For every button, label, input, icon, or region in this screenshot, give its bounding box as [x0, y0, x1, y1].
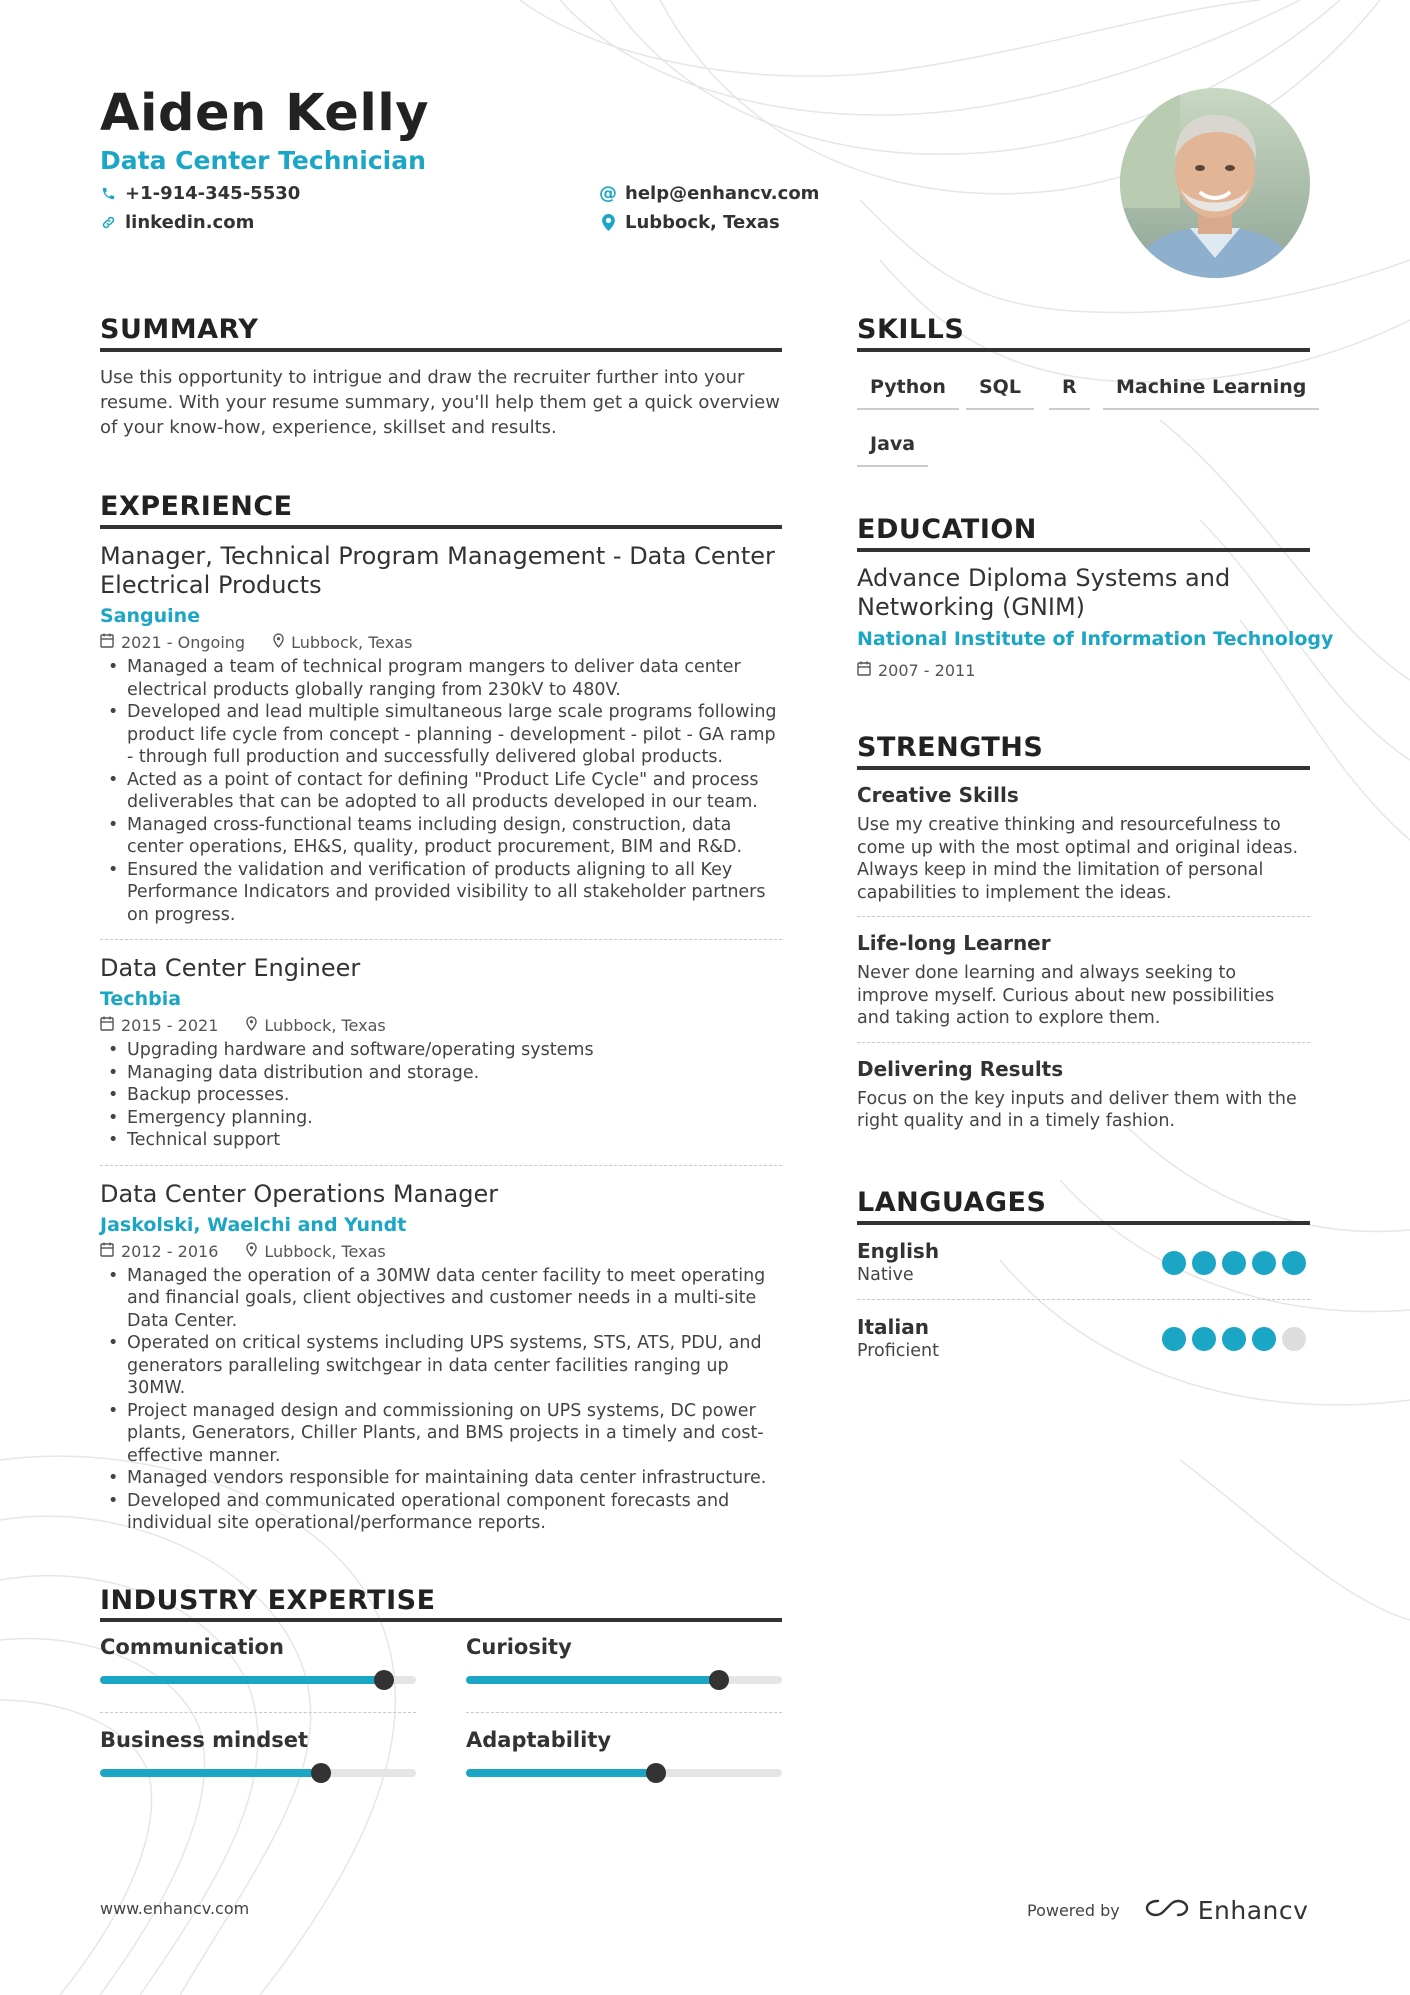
- calendar-icon: [100, 633, 114, 652]
- languages-heading: LANGUAGES: [857, 1187, 1047, 1218]
- company-name: Sanguine: [100, 605, 201, 627]
- expertise-bar-fill: [466, 1676, 719, 1684]
- job-title: Data Center Operations Manager: [100, 1179, 499, 1208]
- link-icon: [100, 214, 116, 232]
- company-name: Techbia: [100, 988, 182, 1010]
- linkedin-contact[interactable]: [100, 212, 254, 233]
- strengths-rule: [857, 766, 1310, 770]
- phone-text: +1-914-345-5530: [125, 183, 301, 204]
- summary-text: Use this opportunity to intrigue and draw the recruiter further into your resume. With your resume summary, you'll help them get a quick overview of your know-how, experience, skillset and results.: [100, 367, 780, 438]
- footer-branding: [1027, 1896, 1308, 1925]
- rating-dot: [1162, 1251, 1186, 1275]
- location-contact: [600, 212, 780, 233]
- divider: [100, 1165, 782, 1166]
- divider: [100, 1712, 416, 1713]
- industry-expertise-heading: INDUSTRY EXPERTISE: [100, 1585, 436, 1616]
- language-name: Italian: [857, 1315, 929, 1339]
- rating-dot: [1282, 1327, 1306, 1351]
- expertise-name: Communication: [100, 1635, 284, 1659]
- language-item: [857, 1315, 939, 1361]
- job-location: Lubbock, Texas: [291, 633, 413, 652]
- divider: [857, 1042, 1310, 1043]
- strength-item: [857, 783, 1310, 904]
- divider: [466, 1712, 782, 1713]
- enhancv-logo-icon: [1144, 1896, 1190, 1925]
- strength-item: [857, 1057, 1310, 1133]
- list-item: • Managed cross-functional teams including design, construction, data center operations, EH&S, quality, product procurement, BIM and R&D.: [100, 814, 782, 859]
- job-location: Lubbock, Texas: [264, 1241, 386, 1261]
- expertise-bar-knob: [374, 1670, 394, 1690]
- rating-dot: [1282, 1251, 1306, 1275]
- list-item: • Managing data distribution and storage.: [100, 1062, 782, 1085]
- strength-title: Creative Skills: [857, 783, 1019, 807]
- language-name: English: [857, 1239, 940, 1263]
- skills-heading: SKILLS: [857, 314, 965, 345]
- brand-logo[interactable]: [1144, 1896, 1309, 1925]
- job-location: Lubbock, Texas: [264, 1016, 386, 1035]
- strength-title: Life-long Learner: [857, 931, 1051, 955]
- strength-title: Delivering Results: [857, 1056, 1064, 1081]
- skills-rule: [857, 348, 1310, 352]
- expertise-bar: [466, 1769, 782, 1777]
- job-meta: [100, 1242, 782, 1261]
- job-meta: [100, 1016, 782, 1035]
- company-name: Jaskolski, Waelchi and Yundt: [100, 1213, 407, 1236]
- experience-list: [100, 542, 782, 1535]
- divider: [857, 1299, 1310, 1300]
- list-item: • Technical support: [100, 1129, 782, 1152]
- location-pin-icon: [246, 1242, 257, 1261]
- job-dates: 2015 - 2021: [121, 1016, 219, 1035]
- profile-photo: [1120, 88, 1310, 278]
- calendar-icon: [100, 1242, 114, 1261]
- language-rating: [1162, 1327, 1306, 1351]
- strengths-heading: STRENGTHS: [857, 732, 1044, 763]
- rating-dot: [1192, 1251, 1216, 1275]
- divider: [100, 939, 782, 940]
- job-dates: 2021 - Ongoing: [121, 633, 246, 652]
- expertise-name: Curiosity: [466, 1635, 572, 1659]
- candidate-name: Aiden Kelly: [100, 84, 430, 143]
- brand-name: Enhancv: [1197, 1896, 1309, 1925]
- expertise-bar: [466, 1676, 782, 1684]
- calendar-icon: [857, 661, 871, 680]
- phone-icon: [100, 185, 116, 203]
- language-rating: [1162, 1251, 1306, 1275]
- expertise-bar-fill: [466, 1769, 656, 1777]
- languages-rule: [857, 1221, 1310, 1225]
- email-text: help@enhancv.com: [625, 183, 820, 204]
- footer-website[interactable]: www.enhancv.com: [100, 1899, 250, 1918]
- industry-expertise-rule: [100, 1618, 782, 1622]
- language-level: Proficient: [857, 1341, 939, 1361]
- strengths-list: [857, 783, 1310, 1133]
- candidate-title: Data Center Technician: [100, 146, 426, 175]
- job-title: Manager, Technical Program Management - Data Center Electrical Products: [100, 542, 775, 599]
- at-icon: @: [599, 183, 617, 204]
- list-item: • Operated on critical systems including UPS systems, STS, ATS, PDU, and generators paralleling switchgear in data center facilities ranging up 30MW.: [100, 1332, 782, 1400]
- education-heading: EDUCATION: [857, 514, 1037, 545]
- expertise-bar-knob: [311, 1763, 331, 1783]
- skill-tag: SQL: [966, 376, 1034, 410]
- job-bullets: [100, 656, 782, 926]
- job-bullets: [100, 1039, 782, 1152]
- summary-heading: SUMMARY: [100, 314, 259, 345]
- rating-dot: [1192, 1327, 1216, 1351]
- job-dates: 2012 - 2016: [121, 1241, 219, 1261]
- calendar-icon: [100, 1016, 114, 1035]
- rating-dot: [1252, 1327, 1276, 1351]
- list-item: • Ensured the validation and verification of products aligning to all Key Performance Indicators and provided visibility to all stakeholder partners on progress.: [100, 859, 782, 927]
- list-item: • Emergency planning.: [100, 1107, 782, 1130]
- skill-tag: R: [1049, 376, 1090, 410]
- expertise-bar-knob: [646, 1763, 666, 1783]
- expertise-bar-fill: [100, 1769, 321, 1777]
- list-item: • Managed the operation of a 30MW data center facility to meet operating and financial goals, client objectives and customer needs in a multi-site Data Center.: [100, 1265, 782, 1333]
- school-name: National Institute of Information Technology: [857, 628, 1334, 650]
- expertise-name: Business mindset: [100, 1728, 309, 1752]
- rating-dot: [1162, 1327, 1186, 1351]
- job-entry: [100, 1180, 782, 1535]
- divider: [857, 916, 1310, 917]
- job-entry: [100, 954, 782, 1152]
- education-meta: [857, 661, 975, 680]
- list-item: • Backup processes.: [100, 1084, 782, 1107]
- job-meta: [100, 633, 782, 652]
- summary-rule: [100, 348, 782, 352]
- job-title: Data Center Engineer: [100, 954, 361, 982]
- job-bullets: [100, 1265, 782, 1535]
- skill-tag: Machine Learning: [1103, 376, 1319, 410]
- linkedin-text: linkedin.com: [125, 212, 255, 233]
- location-pin-icon: [246, 1016, 257, 1035]
- email-contact[interactable]: [600, 183, 819, 204]
- list-item: • Upgrading hardware and software/operating systems: [100, 1039, 782, 1062]
- phone-contact[interactable]: [100, 183, 300, 204]
- list-item: • Managed vendors responsible for maintaining data center infrastructure.: [100, 1467, 782, 1490]
- location-pin-icon: [273, 633, 284, 652]
- list-item: • Developed and lead multiple simultaneous large scale programs following product life cycle from concept - planning - development - pilot - GA ramp - through full production and successfully delivered global products.: [100, 701, 782, 769]
- expertise-bar: [100, 1676, 416, 1684]
- rating-dot: [1252, 1251, 1276, 1275]
- job-entry: [100, 542, 782, 926]
- education-dates: 2007 - 2011: [878, 661, 976, 680]
- expertise-name: Adaptability: [466, 1728, 612, 1752]
- rating-dot: [1222, 1251, 1246, 1275]
- expertise-bar-fill: [100, 1676, 384, 1684]
- powered-by-text: Powered by: [1027, 1901, 1120, 1920]
- skill-tag: Python: [857, 376, 959, 410]
- list-item: • Acted as a point of contact for defining "Product Life Cycle" and process deliverables that can be adopted to all products developed in our team.: [100, 769, 782, 814]
- language-level: Native: [857, 1265, 914, 1285]
- language-item: [857, 1239, 939, 1285]
- location-text: Lubbock, Texas: [625, 212, 780, 233]
- strength-desc: Never done learning and always seeking to improve myself. Curious about new possibilities and taking action to explore them.: [857, 963, 1275, 1028]
- education-rule: [857, 548, 1310, 552]
- skill-tag: Java: [857, 433, 928, 467]
- expertise-bar: [100, 1769, 416, 1777]
- location-pin-icon: [600, 214, 616, 232]
- list-item: • Project managed design and commissioning on UPS systems, DC power plants, Generators, Chiller Plants, and BMS projects in a timely and cost-effective manner.: [100, 1400, 782, 1468]
- expertise-bar-knob: [709, 1670, 729, 1690]
- strength-desc: Focus on the key inputs and deliver them with the right quality and in a timely fashion.: [857, 1088, 1297, 1131]
- list-item: • Managed a team of technical program mangers to deliver data center electrical products globally ranging from 230kV to 480V.: [100, 656, 782, 701]
- rating-dot: [1222, 1327, 1246, 1351]
- list-item: • Developed and communicated operational component forecasts and individual site operational/performance reports.: [100, 1490, 782, 1535]
- strength-desc: Use my creative thinking and resourcefulness to come up with the most optimal and original ideas. Always keep in mind the limitation of personal capabilities to implement the ideas.: [857, 815, 1299, 903]
- experience-rule: [100, 525, 782, 529]
- degree-title: Advance Diploma Systems and Networking (GNIM): [857, 564, 1231, 621]
- strength-item: [857, 931, 1310, 1030]
- experience-heading: EXPERIENCE: [100, 491, 293, 522]
